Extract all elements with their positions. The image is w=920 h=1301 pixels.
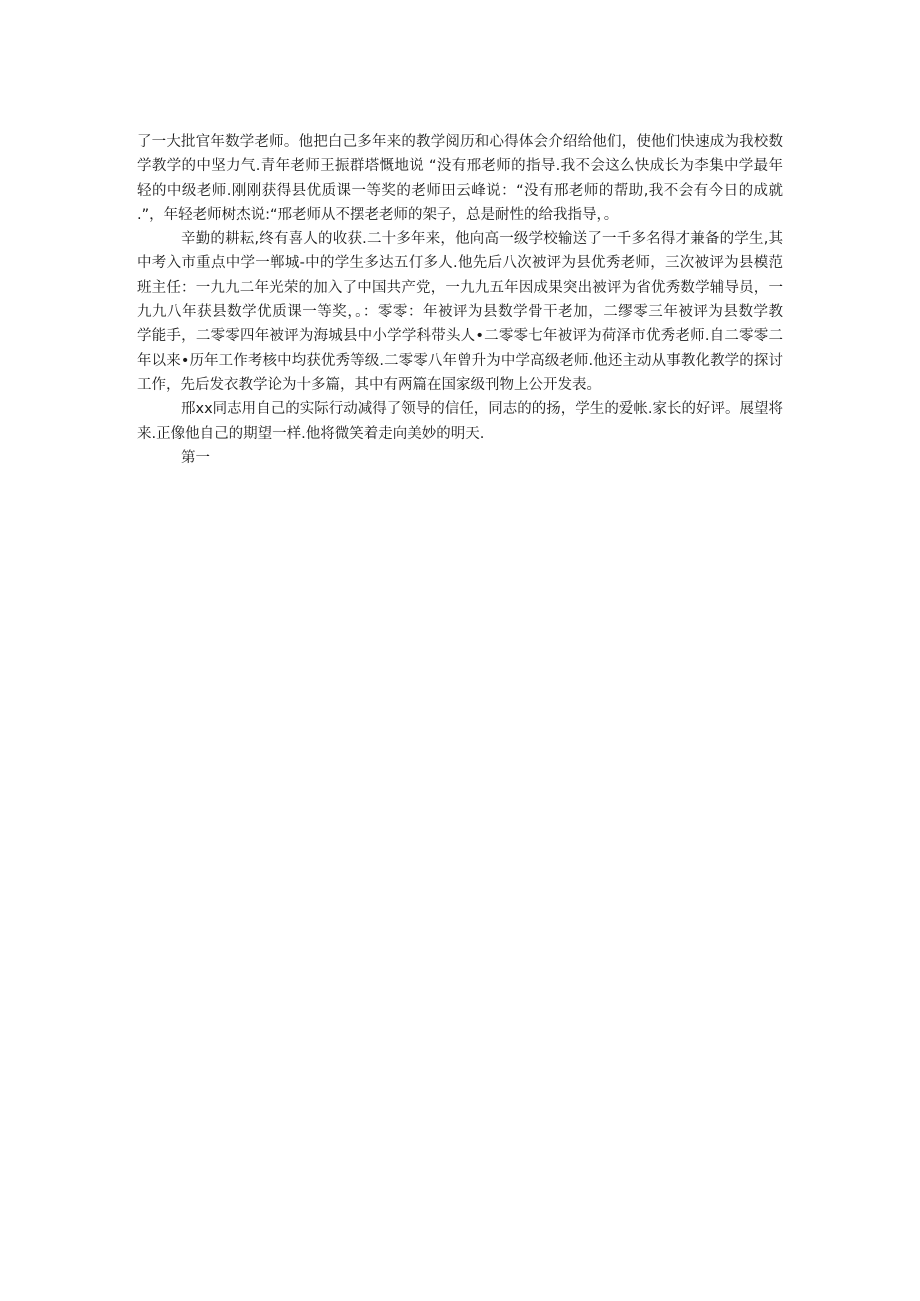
text-line: 工作，先后发衣教学论为十多篇，其中有两篇在国家级刊物上公开发表。 — [137, 376, 601, 393]
text-line: .”，年轻老师树杰说:“邢老师从不摆老老师的架子，总是耐性的给我指导，。 — [137, 206, 619, 223]
text-line: 年以来•历年工作考核中均获优秀等级.二零零八年曾升为中学高级老师.他还主动从事教化教学的探讨 — [137, 352, 783, 369]
text-line: 中考入市重点中学一郸城-中的学生多达五仃多人.他先后八次被评为县优秀老师，三次被评为县模范 — [137, 255, 783, 272]
text-line: 辛勤的耕耘,终有喜人的收获.二十多年来，他向高一级学校输送了一千多名得才兼备的学生,其 — [181, 231, 783, 248]
text-line: 学教学的中坚力气.青年老师王振群塔慨地说 “没有邢老师的指导.我不会这么快成长为李集中学最年 — [137, 158, 783, 175]
text-line: 学能手，二零零四年被评为海城县中小学学科带头人•二零零七年被评为荷泽市优秀老师.自二零零二 — [137, 328, 783, 345]
text-line: 九九八年获县数学优质课一等奖，。：零零：年被评为县数学骨干老加，二缪零三年被评为县数学教 — [137, 304, 783, 321]
text-line: 了一大批官年数学老师。他把白己多年来的教学阅历和心得体会介绍给他们，使他们快速成为我校数 — [137, 134, 783, 150]
text-line: 来.正像他自己的期望一样.他将微笑着走向美妙的明天. — [137, 425, 485, 442]
paragraph-2 — [137, 227, 783, 397]
text-line: 轻的中级老师.刚刚获得县优质课一等奖的老师田云峰说：“没有邢老师的帮助,我不会有今日的成就 — [137, 182, 783, 199]
document-body — [137, 130, 783, 470]
paragraph-1 — [137, 130, 783, 227]
text-line: 第一 — [181, 449, 210, 466]
text-line: 邢xx同志用自己的实际行动减得了领导的信任，同志的的扬，学生的爱帐.家长的好评。展望将 — [181, 401, 783, 418]
text-line: 班主任：一九九二年光荣的加入了中国共产党，一九九五年因成果突出被评为省优秀数学辅导员，一 — [137, 279, 783, 296]
paragraph-3 — [137, 397, 783, 446]
paragraph-4 — [137, 446, 783, 470]
